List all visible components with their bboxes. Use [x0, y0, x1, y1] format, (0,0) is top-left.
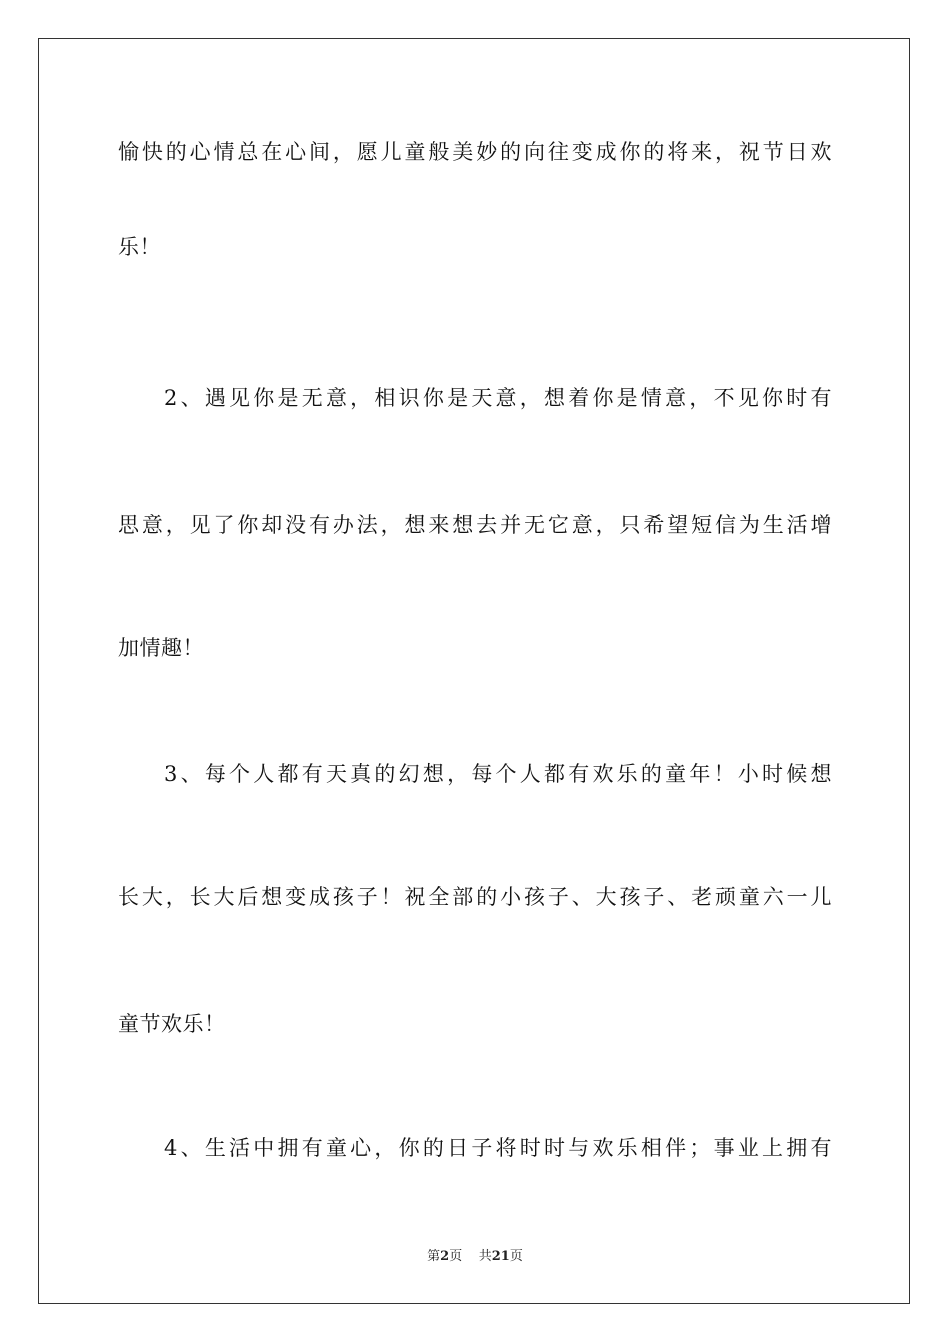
page-prefix: 第 — [427, 1249, 441, 1264]
page-number: 2 — [440, 1249, 450, 1264]
page-footer — [0, 1248, 950, 1266]
text-line-8: 童节欢乐！ — [118, 1012, 226, 1036]
text-line-7: 长大，长大后想变成孩子！祝全部的小孩子、大孩子、老顽童六一儿 — [118, 885, 832, 909]
total-pages: 21 — [491, 1249, 510, 1264]
page-suffix: 页 — [449, 1249, 463, 1264]
text-line-1: 愉快的心情总在心间，愿儿童般美妙的向往变成你的将来，祝节日欢 — [118, 140, 832, 164]
text-line-2: 乐！ — [118, 235, 161, 259]
text-line-3: 2、遇见你是无意，相识你是天意，想着你是情意，不见你时有 — [164, 386, 832, 410]
text-line-5: 加情趣！ — [118, 636, 204, 660]
page-frame — [38, 38, 910, 1304]
text-line-6: 3、每个人都有天真的幻想，每个人都有欢乐的童年！小时候想 — [164, 762, 832, 786]
text-line-4: 思意，见了你却没有办法，想来想去并无它意，只希望短信为生活增 — [118, 513, 832, 537]
total-prefix: 共 — [478, 1249, 492, 1264]
total-suffix: 页 — [509, 1249, 523, 1264]
text-line-9: 4、生活中拥有童心，你的日子将时时与欢乐相伴；事业上拥有 — [164, 1136, 832, 1160]
